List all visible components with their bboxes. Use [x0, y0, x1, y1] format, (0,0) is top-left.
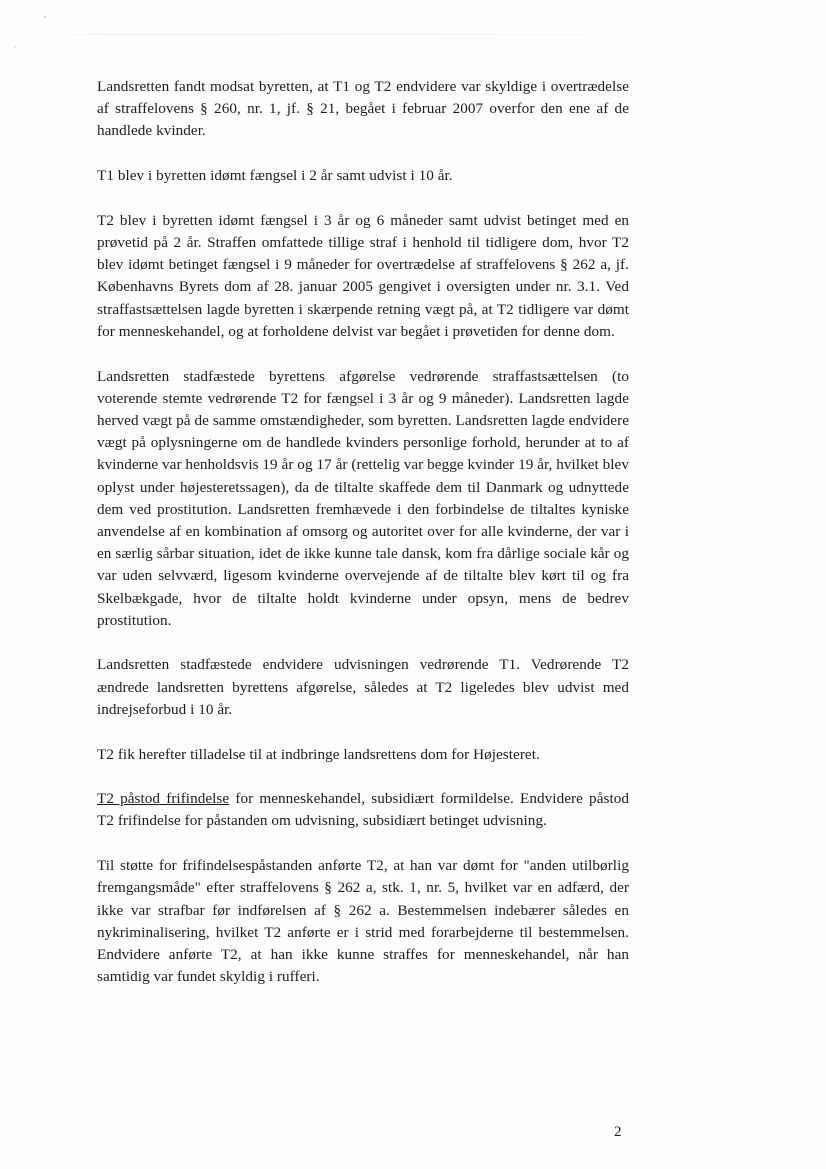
document-body: [97, 76, 629, 1011]
paragraph-t2-sentence: T2 blev i byretten idømt fængsel i 3 år og 6 måneder samt udvist betinget med en prøvetid på 2 år. Straffen omfattede tillige straf i henhold til tidligere dom, hvor T2 blev idømt betinget fængsel i 9 måneder for overtrædelse af straffelovens § 262 a, jf. Københavns Byrets dom af 28. januar 2005 gengivet i oversigten under nr. 3.1. Ved straffastsættelsen lagde byretten i skærpende retning vægt på, at T2 tidligere var dømt for menneskehandel, og at forholdene delvist var begået i prøvetiden for denne dom.: [97, 211, 629, 340]
paragraph-t2-claim: [97, 788, 629, 832]
paragraph-landsret-upheld: Landsretten stadfæstede byrettens afgørelse vedrørende straffastsættelsen (to voterende stemte vedrørende T2 for fængsel i 3 år og 9 måneder). Landsretten lagde herved vægt på de samme omstændigheder, som byretten. Landsretten lagde endvidere vægt på oplysningerne om de handlede kvinders personlige forhold, herunder at to af kvinderne var henholdsvis 19 år og 17 år (rettelig var begge kvinder 19 år, hvilket blev oplyst under højesteretssagen), da de tiltalte skaffede dem til Danmark og udnyttede dem ved prostitution. Landsretten fremhævede i den forbindelse de tiltaltes kyniske anvendelse af en kombination af omsorg og autoritet over for alle kvinderne, der var i en særlig sårbar situation, idet de ikke kunne tale dansk, kom fra dårlige sociale kår og var uden selvværd, ligesom kvinderne overvejende af de tiltalte blev kørt til og fra Skelbækgade, hvor de tiltalte holdt kvinderne under opsyn, mens de bedrev prostitution.: [97, 367, 629, 629]
claim-lead-underlined: T2 påstod frifindelse: [97, 790, 230, 808]
paragraph-expulsion: Landsretten stadfæstede endvidere udvisningen vedrørende T1. Vedrørende T2 ændrede landsretten byrettens afgørelse, således at T2 ligeledes blev udvist med indrejseforbud i 10 år.: [97, 656, 629, 718]
scan-artifact-line: [40, 34, 780, 35]
claim-text: for menneskehandel, subsidiært formildelse. Endvidere påstod T2 frifindelse for påstanden om udvisning, subsidiært betinget udvisning.: [97, 790, 630, 830]
paragraph-landsret-guilt: Landsretten fandt modsat byretten, at T1 og T2 endvidere var skyldige i overtrædelse af straffelovens § 260, nr. 1, jf. § 21, begået i februar 2007 overfor den ene af de handlede kvinder.: [97, 78, 629, 140]
paragraph-appeal-permission: T2 fik herefter tilladelse til at indbringe landsrettens dom for Højesteret.: [97, 745, 540, 763]
scan-speck: [44, 16, 46, 18]
scan-speck: [14, 46, 16, 48]
paragraph-t1-sentence: T1 blev i byretten idømt fængsel i 2 år samt udvist i 10 år.: [97, 167, 453, 185]
page-number: 2: [614, 1124, 622, 1140]
paragraph-t2-arguments: Til støtte for frifindelsespåstanden anførte T2, at han var dømt for "anden utilbørlig fremgangsmåde" efter straffelovens § 262 a, stk. 1, nr. 5, hvilket var en adfærd, der ikke var strafbar før indførelsen af § 262 a. Bestemmelsen indebærer således en nykriminalisering, hvilket T2 anførte er i strid med forarbejderne til bestemmelsen. Endvidere anførte T2, at han ikke kunne straffes for menneskehandel, når han samtidig var fundet skyldig i rufferi.: [97, 857, 629, 986]
